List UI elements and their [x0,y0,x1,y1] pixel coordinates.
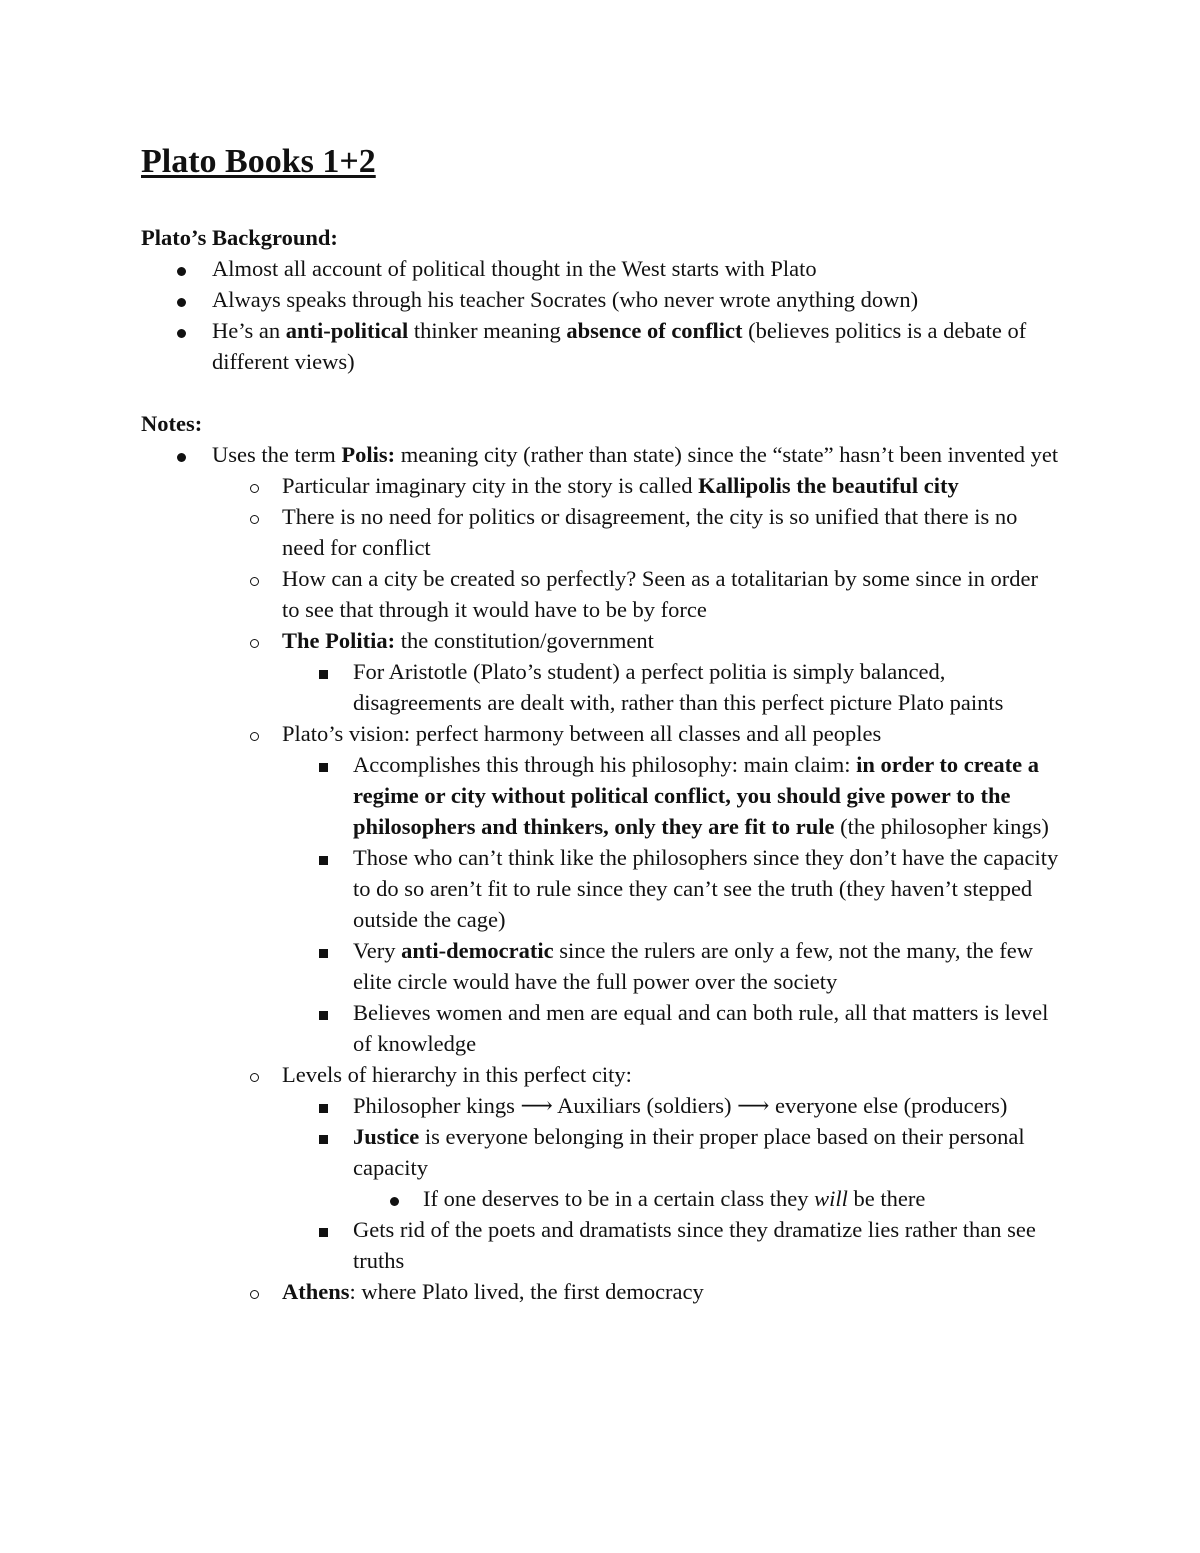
list-item: Those who can’t think like the philosophers since they don’t have the capacity to do so aren’t fit to rule since they can’t see the truth (they haven’t stepped outside the cage) [141,842,1061,935]
list-item: He’s an anti-political thinker meaning absence of conflict (believes politics is a debate of different views) [141,315,1061,377]
list-item: Uses the term Polis: meaning city (rather than state) since the “state” hasn’t been invented yet [141,439,1061,470]
background-heading: Plato’s Background: [141,225,338,250]
square-bullet-icon [313,1090,333,1121]
circle-bullet-icon [244,718,264,749]
disc-bullet-icon [384,1183,404,1214]
square-bullet-icon [313,935,333,966]
circle-bullet-icon [244,470,264,501]
square-bullet-icon [313,1214,333,1245]
list-item: The Politia: the constitution/government [141,625,1061,656]
square-bullet-icon [313,842,333,873]
circle-bullet-icon [244,625,264,656]
list-item: Athens: where Plato lived, the first democracy [141,1276,1061,1307]
square-bullet-icon [313,749,333,780]
square-bullet-icon [313,997,333,1028]
document-body [141,222,1061,1307]
notes-heading: Notes: [141,411,203,436]
list-item: Accomplishes this through his philosophy: main claim: in order to create a regime or city without political conflict, you should give power to the philosophers and thinkers, only they are fit to rule (the philosopher kings) [141,749,1061,842]
circle-bullet-icon [244,501,264,532]
disc-bullet-icon [171,439,191,470]
list-item: How can a city be created so perfectly? Seen as a totalitarian by some since in order to see that through it would have to be by force [141,563,1061,625]
list-item: Almost all account of political thought in the West starts with Plato [141,253,1061,284]
list-item: Philosopher kings ⟶ Auxiliars (soldiers) ⟶ everyone else (producers) [141,1090,1061,1121]
disc-bullet-icon [171,253,191,284]
list-item: Gets rid of the poets and dramatists since they dramatize lies rather than see truths [141,1214,1061,1276]
page-title: Plato Books 1+2 [141,143,376,180]
square-bullet-icon [313,1121,333,1152]
list-item: Plato’s vision: perfect harmony between all classes and all peoples [141,718,1061,749]
list-item: There is no need for politics or disagreement, the city is so unified that there is no need for conflict [141,501,1061,563]
list-item: Justice is everyone belonging in their proper place based on their personal capacity [141,1121,1061,1183]
list-item: For Aristotle (Plato’s student) a perfect politia is simply balanced, disagreements are dealt with, rather than this perfect picture Plato paints [141,656,1061,718]
list-item: Particular imaginary city in the story is called Kallipolis the beautiful city [141,470,1061,501]
list-item: If one deserves to be in a certain class they will be there [141,1183,1061,1214]
disc-bullet-icon [171,284,191,315]
list-item: Levels of hierarchy in this perfect city: [141,1059,1061,1090]
list-item: Very anti-democratic since the rulers are only a few, not the many, the few elite circle would have the full power over the society [141,935,1061,997]
list-item: Believes women and men are equal and can both rule, all that matters is level of knowledge [141,997,1061,1059]
disc-bullet-icon [171,315,191,346]
circle-bullet-icon [244,1276,264,1307]
list-item: Always speaks through his teacher Socrates (who never wrote anything down) [141,284,1061,315]
circle-bullet-icon [244,1059,264,1090]
square-bullet-icon [313,656,333,687]
circle-bullet-icon [244,563,264,594]
